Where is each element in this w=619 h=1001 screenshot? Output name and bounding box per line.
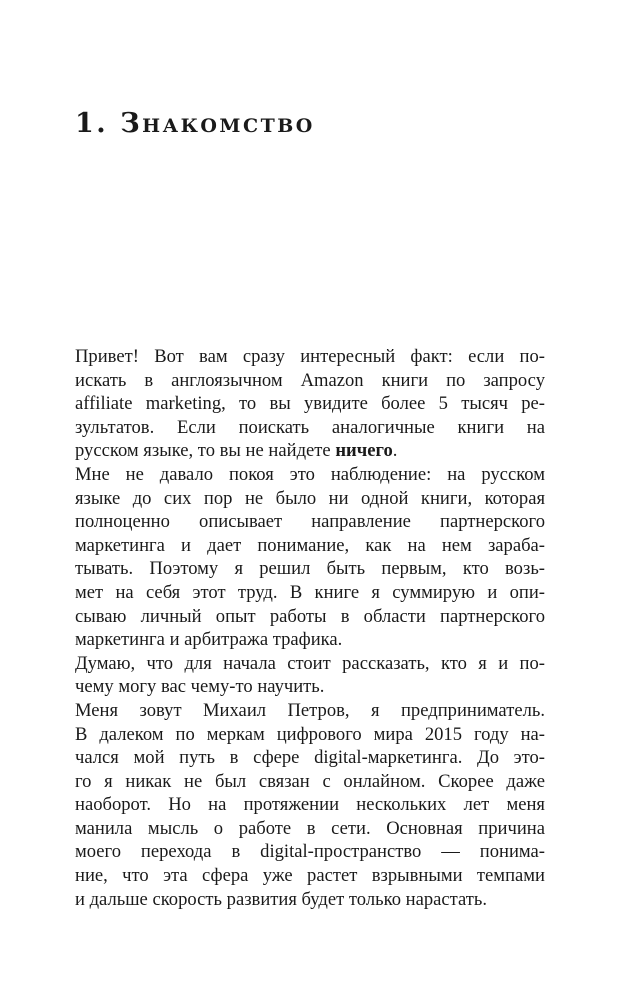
text-line: ние, что эта сфера уже растет взрывными темпами (75, 865, 545, 887)
text-line: Мне не давало покоя это наблюдение: на русском (75, 463, 545, 485)
text-line: наоборот. Но на протяжении нескольких лет меня (75, 794, 545, 816)
text-line: го я никак не был связан с онлайном. Скорее даже (75, 770, 545, 792)
text-line: Меня зовут Михаил Петров, я предприниматель. (75, 699, 545, 721)
text-line: сываю личный опыт работы в области партнерского (75, 605, 545, 627)
text-line: чему могу вас чему-то научить. (75, 676, 325, 698)
chapter-body (75, 345, 545, 911)
text-line: маркетинга и дает понимание, как на нем зараба- (75, 534, 545, 556)
text-line: мет на себя этот труд. В книге я суммирую и опи- (75, 581, 545, 603)
text-line: Думаю, что для начала стоит рассказать, кто я и по- (75, 652, 545, 674)
text-segment: русском языке, то вы не найдете (75, 440, 336, 462)
text-line: и дальше скорость развития будет только нарастать. (75, 888, 488, 910)
chapter-number: 1. (75, 108, 109, 139)
paragraph (75, 699, 545, 911)
text-line: моего перехода в digital-пространство — понима- (75, 841, 545, 863)
text-line: полноценно описывает направление партнерского (75, 511, 545, 533)
text-line: маркетинга и арбитража трафика. (75, 629, 343, 651)
emphasized-word: ничего (335, 440, 393, 462)
chapter-title: Знакомство (120, 108, 315, 139)
paragraph (75, 345, 545, 463)
text-line: искать в англоязычном Amazon книги по запросу (75, 369, 545, 391)
paragraph (75, 652, 545, 699)
text-line: тывать. Поэтому я решил быть первым, кто возь- (75, 558, 545, 580)
text-line: В далеком по меркам цифрового мира 2015 году на- (75, 723, 545, 745)
text-line: affiliate marketing, то вы увидите более 5 тысяч ре- (75, 393, 545, 415)
text-line: зультатов. Если поискать аналогичные книги на (75, 416, 545, 438)
text-segment: . (392, 440, 398, 462)
chapter-heading (75, 108, 315, 139)
text-line: языке до сих пор не было ни одной книги, которая (75, 487, 545, 509)
paragraph (75, 463, 545, 652)
text-line (75, 439, 545, 463)
text-line: чался мой путь в сфере digital-маркетинга. До это- (75, 747, 545, 769)
text-line: манила мысль о работе в сети. Основная причина (75, 817, 545, 839)
text-line: Привет! Вот вам сразу интересный факт: если по- (75, 346, 545, 367)
